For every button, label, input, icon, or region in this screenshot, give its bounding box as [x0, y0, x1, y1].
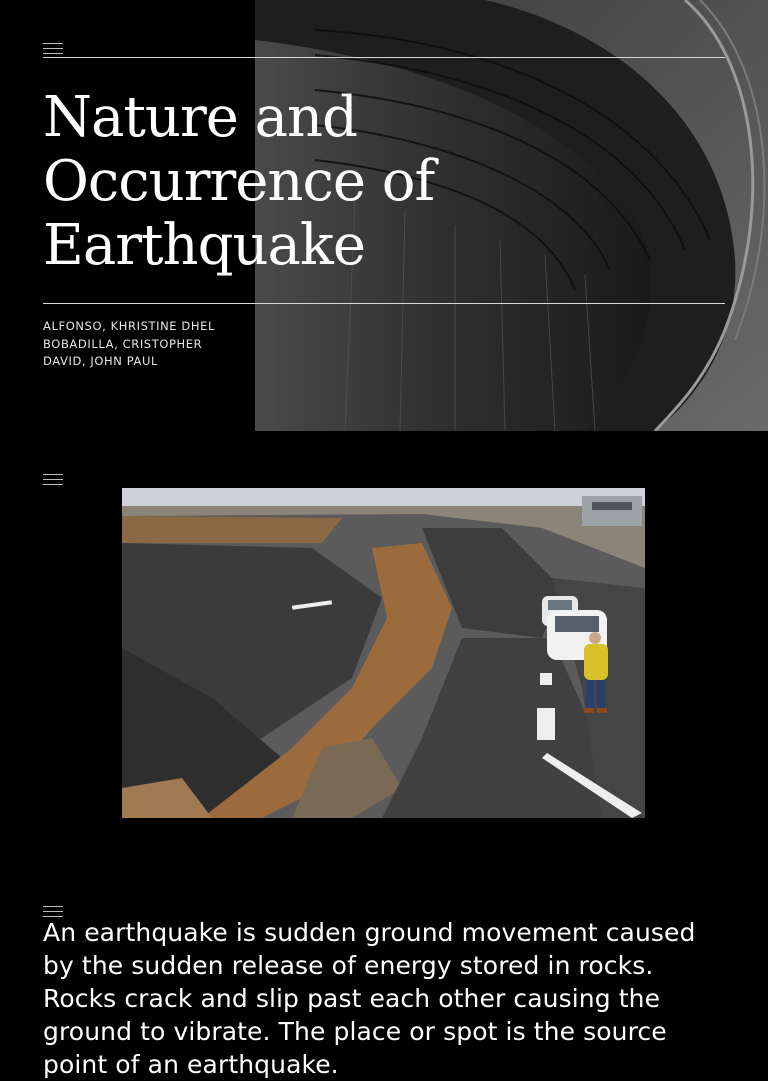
page-title	[43, 86, 563, 278]
menu-icon[interactable]	[43, 43, 63, 57]
definition-text: An earthquake is sudden ground movement caused by the sudden release of energy stored in rocks. Rocks crack and slip past each other causing the ground to vibrate. The place or spot is the source point of an earthquake.	[43, 918, 696, 1079]
definition-slide	[0, 879, 768, 1079]
author-name: DAVID, JOHN PAUL	[43, 354, 159, 368]
top-divider	[43, 57, 725, 58]
author-name: BOBADILLA, CRISTOPHER	[43, 336, 203, 351]
title-line: Earthquake	[43, 213, 365, 278]
author-list	[43, 318, 215, 371]
bottom-divider	[43, 303, 725, 304]
title-line: Occurrence of	[43, 149, 435, 214]
photo-slide	[0, 431, 768, 879]
title-line: Nature and	[43, 85, 357, 150]
earthquake-road-photo	[122, 488, 645, 818]
author-name: ALFONSO, KHRISTINE DHEL	[43, 319, 215, 333]
cover-slide	[0, 0, 768, 431]
menu-icon[interactable]	[43, 474, 63, 488]
